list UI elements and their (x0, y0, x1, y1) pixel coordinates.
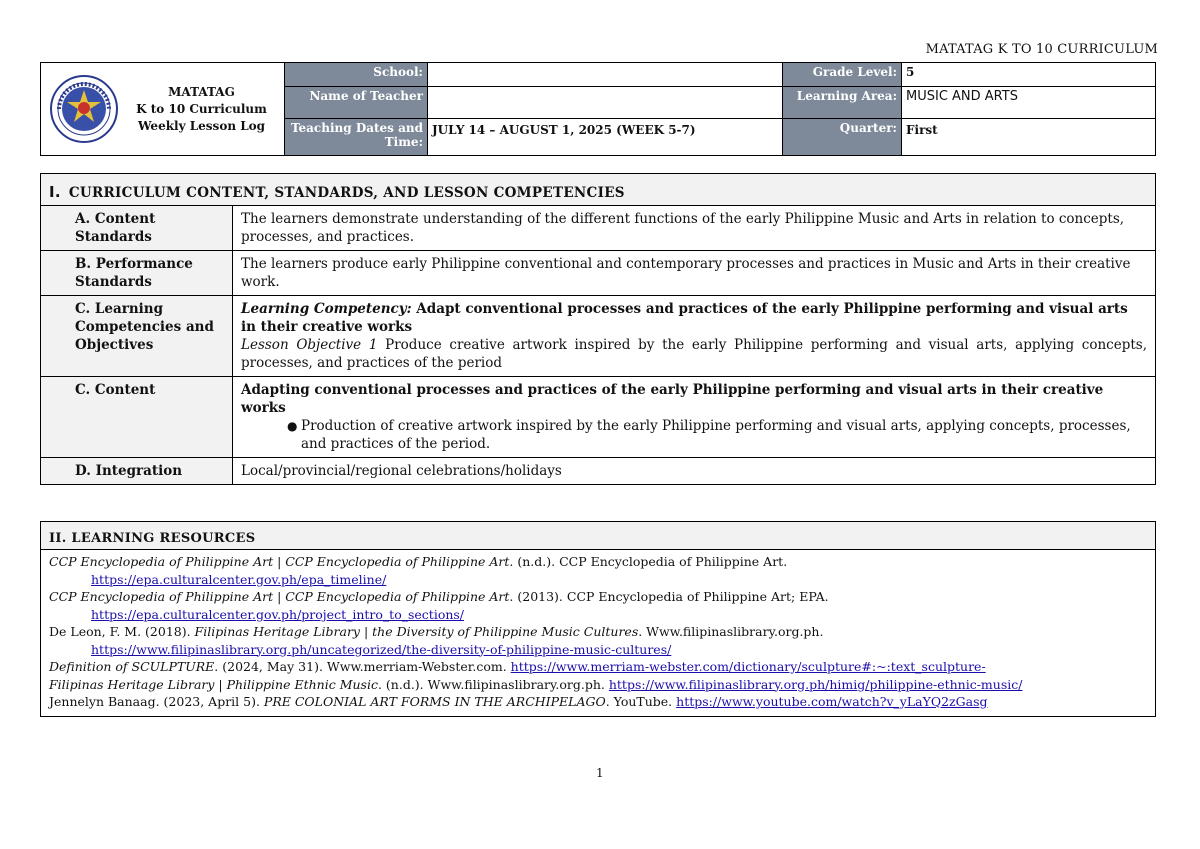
reference-details: . (n.d.). CCP Encyclopedia of Philippine Art. (509, 554, 788, 569)
reference-link[interactable]: https://www.filipinaslibrary.org.ph/himig/philippine-ethnic-music/ (608, 676, 1023, 692)
quarter-field[interactable]: First (906, 123, 938, 137)
curriculum-label: MATATAG K TO 10 CURRICULUM (925, 42, 1158, 57)
section2-title: II. LEARNING RESOURCES (41, 522, 1155, 550)
learning-area-field[interactable]: MUSIC AND ARTS (902, 87, 1155, 119)
school-field[interactable] (428, 63, 783, 87)
performance-standards-row (41, 251, 1155, 296)
grade-level-field[interactable]: 5 (902, 63, 1155, 87)
reference-item (49, 588, 1147, 623)
section1-numeral: I. (49, 183, 61, 201)
section1-title (41, 174, 1155, 206)
reference-title: PRE COLONIAL ART FORMS IN THE ARCHIPELAGO (263, 694, 606, 709)
integration-row (41, 458, 1155, 484)
reference-item (49, 693, 1147, 711)
reference-item (49, 623, 1147, 658)
lesson-objective (241, 336, 1147, 372)
reference-link[interactable]: https://epa.culturalcenter.gov.ph/epa_timeline/ (91, 571, 387, 587)
competencies-label: C. Learning Competencies and Objectives (41, 296, 233, 376)
reference-title: CCP Encyclopedia of Philippine Art | CCP Encyclopedia of Philippine Art (49, 589, 510, 604)
curriculum-content-section (40, 173, 1156, 485)
header-branding (41, 63, 285, 155)
teacher-label: Name of Teacher (285, 87, 428, 119)
content-standards-row (41, 206, 1155, 251)
content-bullet-text: Production of creative artwork inspired by the early Philippine performing and visual arts, applying concepts, processes, and practices of the period. (301, 418, 1131, 452)
reference-item (49, 553, 1147, 588)
lesson-objective-text: Produce creative artwork inspired by the early Philippine performing and visual arts, applying concepts, processes, and practices of the period (241, 337, 1148, 371)
reference-details: . YouTube. (605, 694, 677, 709)
competencies-content (233, 296, 1155, 376)
learning-competency-label: Learning Competency: (241, 301, 412, 317)
integration-label: D. Integration (41, 458, 233, 484)
teaching-dates-field[interactable]: JULY 14 – AUGUST 1, 2025 (WEEK 5-7) (428, 119, 783, 155)
content-standards-label: A. Content Standards (41, 206, 233, 250)
lesson-objective-label: Lesson Objective 1 (241, 337, 378, 353)
deped-seal-icon (49, 74, 119, 144)
reference-details: . (2024, May 31). Www.merriam-Webster.com. (214, 659, 511, 674)
learning-competency (241, 300, 1147, 336)
header-title-line2: K to 10 Curriculum (136, 101, 267, 116)
reference-item (49, 676, 1147, 694)
grade-level-label: Grade Level: (783, 63, 902, 87)
references-list (41, 550, 1155, 716)
learning-competency-text: Adapt conventional processes and practices of the early Philippine performing and visual arts in their creative works (241, 301, 1128, 335)
reference-author: De Leon, F. M. (2018). (49, 624, 195, 639)
quarter-label: Quarter: (783, 119, 902, 155)
performance-standards-label: B. Performance Standards (41, 251, 233, 295)
bullet-dot-icon: ● (287, 419, 298, 433)
content-content (233, 377, 1155, 457)
header-title (119, 84, 284, 135)
reference-link[interactable]: https://www.filipinaslibrary.org.ph/uncategorized/the-diversity-of-philippine-music-cultures/ (91, 641, 672, 657)
content-label: C. Content (41, 377, 233, 457)
reference-author: Jennelyn Banaag. (2023, April 5). (49, 694, 264, 709)
school-label: School: (285, 63, 428, 87)
header-title-line3: Weekly Lesson Log (137, 118, 266, 133)
header-info-grid (285, 63, 1155, 155)
lesson-log-header (40, 62, 1156, 156)
content-heading: Adapting conventional processes and practices of the early Philippine performing and visual arts in their creative works (241, 382, 1104, 416)
page-number: 1 (596, 766, 604, 780)
teaching-dates-label: Teaching Dates and Time: (285, 119, 428, 155)
reference-title: Filipinas Heritage Library | the Diversity of Philippine Music Cultures (194, 624, 639, 639)
reference-title: Definition of SCULPTURE (49, 659, 215, 674)
content-bullet (287, 417, 1147, 453)
reference-details: . (2013). CCP Encyclopedia of Philippine Art; EPA. (509, 589, 829, 604)
content-standards-text: The learners demonstrate understanding of the different functions of the early Philippine Music and Arts in relation to concepts, processes, and practices. (241, 211, 1125, 245)
reference-link[interactable]: https://www.merriam-webster.com/dictionary/sculpture#:~:text_sculpture- (510, 659, 986, 674)
reference-details: . (n.d.). Www.filipinaslibrary.org.ph. (377, 676, 609, 692)
reference-item (49, 658, 1147, 676)
content-row (41, 377, 1155, 458)
section1-title-text: CURRICULUM CONTENT, STANDARDS, AND LESSON COMPETENCIES (68, 185, 625, 201)
reference-title: Filipinas Heritage Library | Philippine Ethnic Music (49, 676, 378, 692)
learning-resources-section (40, 521, 1156, 717)
reference-details: . Www.filipinaslibrary.org.ph. (638, 624, 824, 639)
reference-link[interactable]: https://www.youtube.com/watch?v_yLaYQ2zGasg (676, 694, 988, 709)
reference-link[interactable]: https://epa.culturalcenter.gov.ph/project_intro_to_sections/ (91, 606, 465, 622)
integration-text: Local/provincial/regional celebrations/holidays (241, 463, 562, 479)
competencies-row (41, 296, 1155, 377)
reference-title: CCP Encyclopedia of Philippine Art | CCP Encyclopedia of Philippine Art (49, 554, 510, 569)
teacher-field[interactable] (428, 87, 783, 119)
learning-area-label: Learning Area: (783, 87, 902, 119)
header-title-line1: MATATAG (168, 84, 235, 99)
performance-standards-text: The learners produce early Philippine conventional and contemporary processes and practices in Music and Arts in their creative work. (241, 256, 1131, 290)
